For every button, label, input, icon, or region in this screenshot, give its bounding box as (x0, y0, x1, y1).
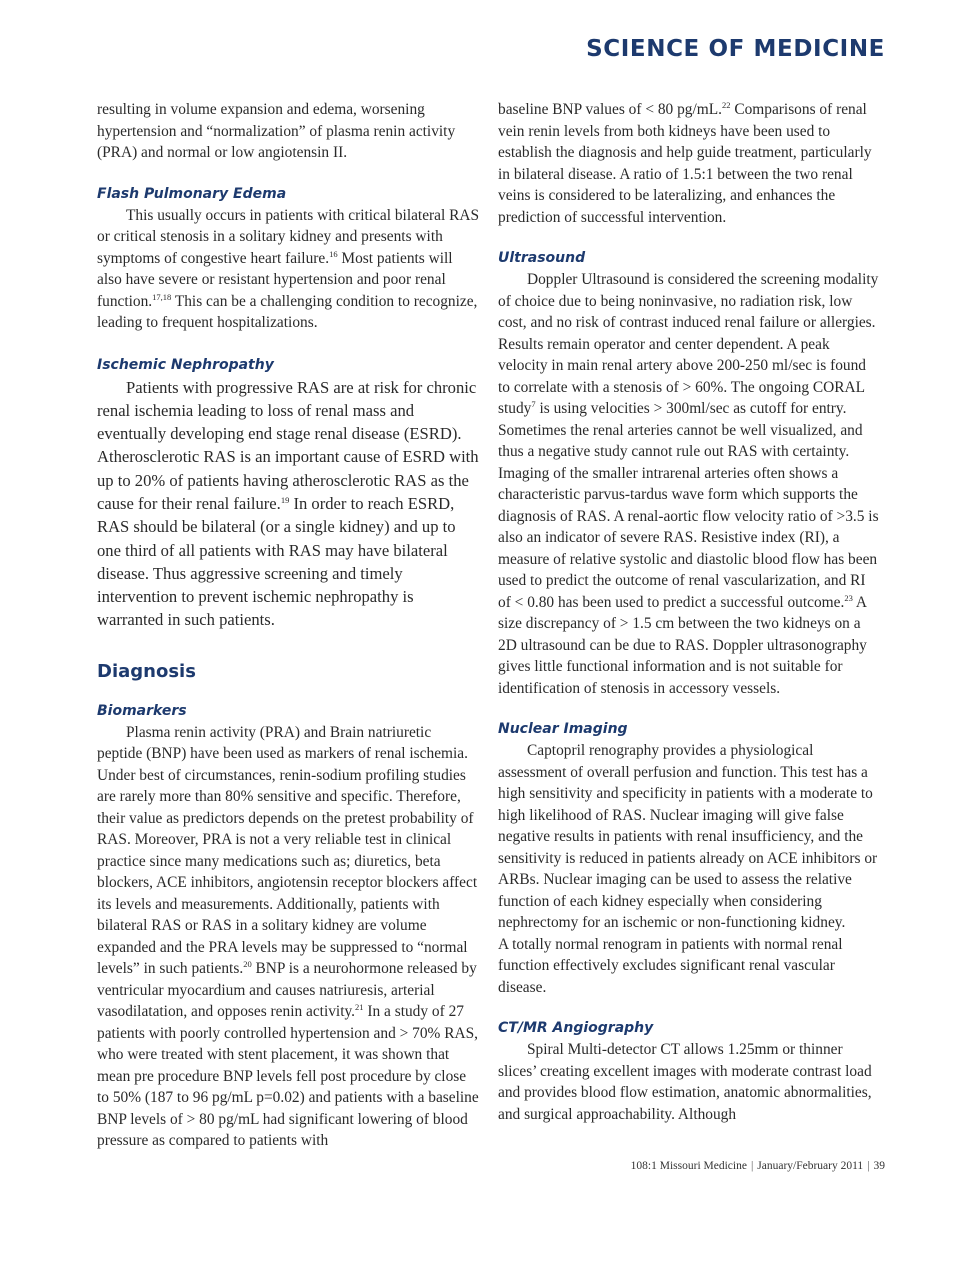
nuclear-imaging-paragraph: Captopril renography provides a physiological assessment of overall perfusion and function. This test has a high sensitivity and specificity in patients with a moderate to high likelihood of RAS. Nuclear imaging will give false negative results in patients with renal insufficiency, and the sensitivity is reduced in patients already on ACE inhibitors or ARBs. Nuclear imaging can be used to assess the relative function of each kidney especially when considering nephrectomy for an ischemic or non-functioning kidney. (498, 742, 878, 931)
ct-mr-angiography-paragraph: Spiral Multi-detector CT allows 1.25mm or thinner slices’ creating excellent images with moderate contrast load and provides blood flow estimation, anatomic abnormalities, and surgical approachability. Although (498, 1041, 872, 1123)
page-footer (631, 1160, 885, 1172)
citation: 20 (243, 959, 252, 970)
intro-paragraph: resulting in volume expansion and edema, worsening hypertension and “normalization” of plasma renin activity (PRA) and normal or low angiotensin II. (97, 101, 456, 161)
journal-issue: 108:1 Missouri Medicine (630, 1160, 747, 1172)
diagnosis-heading: Diagnosis (97, 660, 196, 682)
citation: 16 (329, 248, 338, 259)
ultrasound-heading: Ultrasound (498, 250, 586, 266)
page-number: 39 (873, 1160, 885, 1172)
ischemic-nephropathy-heading: Ischemic Nephropathy (97, 356, 274, 373)
citation: 23 (844, 592, 853, 603)
right-column (498, 99, 880, 1125)
renal-vein-paragraph: baseline BNP values of < 80 pg/mL.$^{22}$ Comparisons of renal vein renin levels from both kidneys have been used to establish the diagnosis and help guide treatment, particularly in bilateral disease. A ratio of 1.5:1 between the two renal veins is considered to be lateralizing, and enhances the prediction of successful intervention. (498, 100, 872, 226)
citation: 7 (531, 399, 536, 409)
ultrasound-paragraph: Doppler Ultrasound is considered the screening modality of choice due to being noninvasive, no radiation risk, low cost, and no risk of contrast induced renal failure or allergies. Results remain operator and center dependent. A peak velocity in main renal artery above 200-250 ml/sec is found to correlate with a stenosis of > 60%. The ongoing CORAL study$^7$ is using velocities > 300ml/sec as cutoff for entry. Sometimes the renal arteries cannot be well visualized, and thus a negative study cannot rule out RAS with certainty. Imaging of the smaller intrarenal arteries often shows a characteristic parvus-tardus wave form which supports the diagnosis of RAS. A renal-aortic flow velocity ratio of >3.5 is also an indicator of severe RAS. Resistive index (RI), a measure of relative systolic and diastolic blood flow has been used to predict the outcome of renal vascularization, and RI of < 0.80 has been used to predict a successful outcome.$^{23}$ A size discrepancy of > 1.5 cm between the two kidneys on a 2D ultrasound can be due to RAS. Doppler ultrasonography gives little functional information and is not suitable for identification of stenosis in accessory vessels. (498, 271, 879, 697)
biomarkers-paragraph: Plasma renin activity (PRA) and Brain natriuretic peptide (BNP) have been used as markers of renal ischemia. Under best of circumstances, renin-sodium profiling studies are rarely more than 80% sensitive and specific. Therefore, their value as predictors depends on the pretest probability of RAS. Moreover, PRA is not a very reliable test in clinical practice since many medications such as; diuretics, beta blockers, ACE inhibitors, angiotensin receptor blockers affect its levels and measurements. Additionally, patients with bilateral RAS or RAS in a solitary kidney are volume expanded and the PRA levels may be suppressed to “normal levels” in such patients.$^{20}$ BNP is a neurohormone released by ventricular myocardium and causes natriuresis, arterial vasodilatation, and opposes renin activity.$^{21}$ In a study of 27 patients with poorly controlled hypertension and > 70% RAS, who were treated with stent placement, it was shown that mean pre procedure BNP levels fell post procedure by close to 50% (187 to 96 pg/mL p=0.02) and patients with a baseline BNP levels of > 80 pg/mL had significant lowering of blood pressure as compared to patients with (97, 723, 479, 1150)
issue-date: January/February 2011 (757, 1160, 864, 1172)
citation: 19 (280, 494, 290, 505)
separator: | (867, 1160, 870, 1172)
left-column (97, 99, 480, 1152)
section-header: SCIENCE OF MEDICINE (586, 36, 885, 62)
biomarkers-heading: Biomarkers (97, 702, 187, 719)
nuclear-imaging-paragraph-2: A totally normal renogram in patients with normal renal function effectively excludes significant renal vascular disease. (498, 935, 843, 996)
nuclear-imaging-heading: Nuclear Imaging (498, 721, 628, 737)
flash-pulmonary-edema-heading: Flash Pulmonary Edema (97, 185, 287, 202)
flash-pulmonary-edema-paragraph: This usually occurs in patients with critical bilateral RAS or critical stenosis in a solitary kidney and presents with symptoms of congestive heart failure.$^{16}$ Most patients will also have severe or resistant hypertension and poor renal function.$^{17,18}$ This can be a challenging condition to recognize, leading to frequent hospitalizations. (97, 206, 480, 331)
citation: 22 (721, 100, 731, 110)
ct-mr-angiography-heading: CT/MR Angiography (498, 1020, 654, 1036)
separator: | (750, 1160, 754, 1172)
ischemic-nephropathy-paragraph: Patients with progressive RAS are at risk for chronic renal ischemia leading to loss of renal mass and eventually developing end stage renal disease (ESRD). Atherosclerotic RAS is an important cause of ESRD with up to 20% of patients having atherosclerotic RAS as the cause for their renal failure.$^{19}$ In order to reach ESRD, RAS should be bilateral (or a single kidney) and up to one third of all patients with RAS may have bilateral disease. Thus aggressive screening and timely intervention to prevent ischemic nephropathy is warranted in such patients. (97, 377, 479, 630)
citation: 21 (355, 1002, 364, 1013)
citation: 17,18 (152, 291, 172, 302)
